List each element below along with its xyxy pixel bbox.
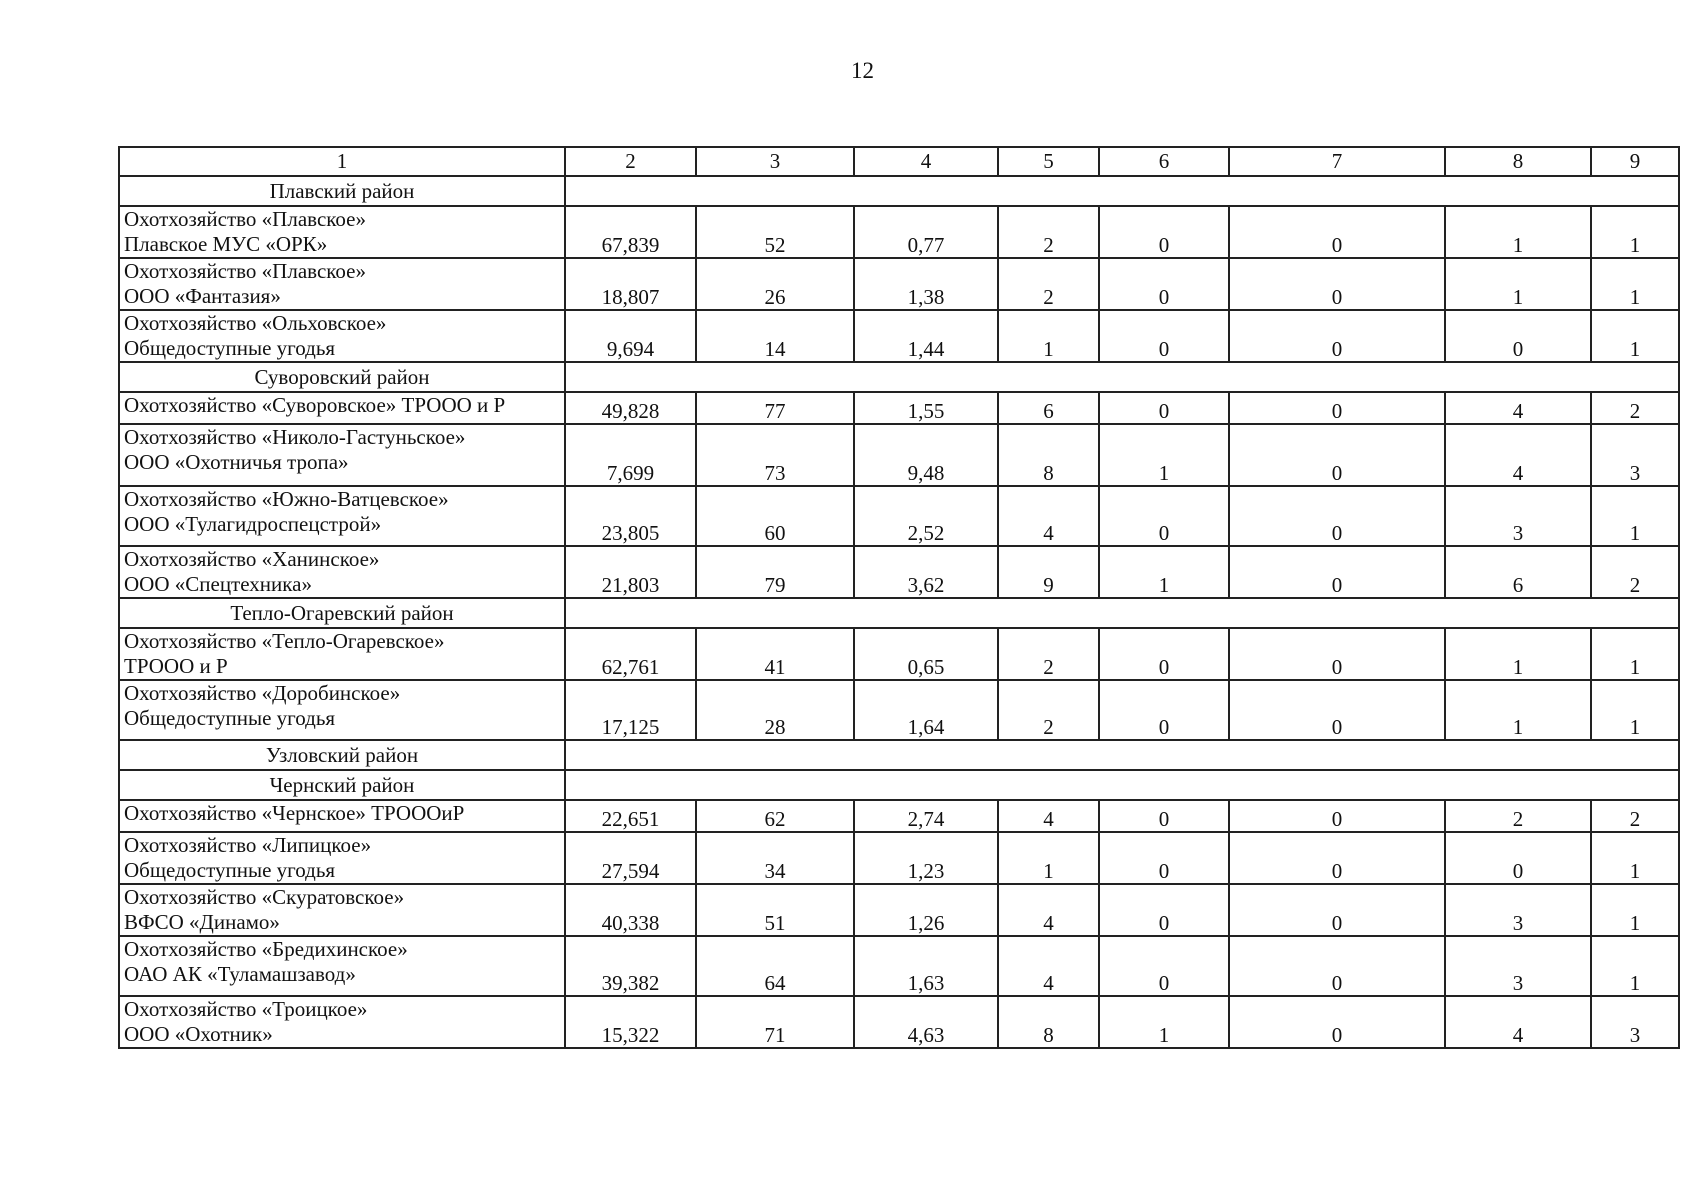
table-row bbox=[119, 546, 1679, 598]
name-line-2: ООО «Охотничья тропа» bbox=[124, 450, 349, 474]
value-cell: 0 bbox=[1229, 680, 1445, 740]
district-name: Тепло-Огаревский район bbox=[119, 598, 565, 628]
hunting-ground-name bbox=[119, 424, 565, 486]
value-cell: 3 bbox=[1591, 996, 1679, 1048]
value-cell: 2 bbox=[998, 628, 1099, 680]
name-line-1: Охотхозяйство «Липицкое» bbox=[124, 833, 372, 857]
value-cell: 3,62 bbox=[854, 546, 998, 598]
value-cell: 1 bbox=[1445, 206, 1591, 258]
value-cell: 23,805 bbox=[565, 486, 696, 546]
value-cell: 4 bbox=[998, 800, 1099, 832]
value-cell: 1 bbox=[1591, 486, 1679, 546]
column-number: 3 bbox=[696, 147, 854, 176]
value-cell: 0 bbox=[1229, 800, 1445, 832]
table-row bbox=[119, 258, 1679, 310]
value-cell: 0,77 bbox=[854, 206, 998, 258]
hunting-ground-name bbox=[119, 936, 565, 996]
name-line-1: Охотхозяйство «Ольховское» bbox=[124, 311, 387, 335]
value-cell: 0 bbox=[1229, 884, 1445, 936]
value-cell: 4 bbox=[998, 884, 1099, 936]
value-cell: 0,65 bbox=[854, 628, 998, 680]
hunting-ground-name bbox=[119, 392, 565, 424]
value-cell: 1,38 bbox=[854, 258, 998, 310]
name-line-1: Охотхозяйство «Суворовское» ТРООО и Р bbox=[124, 393, 506, 417]
value-cell: 64 bbox=[696, 936, 854, 996]
table-row bbox=[119, 424, 1679, 486]
value-cell: 2 bbox=[998, 206, 1099, 258]
column-number: 9 bbox=[1591, 147, 1679, 176]
value-cell: 4 bbox=[998, 936, 1099, 996]
value-cell: 1 bbox=[1445, 628, 1591, 680]
value-cell: 2 bbox=[998, 258, 1099, 310]
value-cell: 3 bbox=[1445, 486, 1591, 546]
value-cell: 1,23 bbox=[854, 832, 998, 884]
value-cell: 0 bbox=[1229, 832, 1445, 884]
name-line-1: Охотхозяйство «Чернское» ТРОООиР bbox=[124, 801, 465, 825]
name-line-1: Охотхозяйство «Бредихинское» bbox=[124, 937, 408, 961]
value-cell: 2 bbox=[998, 680, 1099, 740]
value-cell: 34 bbox=[696, 832, 854, 884]
district-row bbox=[119, 770, 1679, 800]
table-row bbox=[119, 680, 1679, 740]
district-name: Суворовский район bbox=[119, 362, 565, 392]
hunting-ground-name bbox=[119, 258, 565, 310]
value-cell: 0 bbox=[1445, 310, 1591, 362]
value-cell: 49,828 bbox=[565, 392, 696, 424]
name-line-2: ООО «Фантазия» bbox=[124, 284, 281, 308]
value-cell: 0 bbox=[1229, 424, 1445, 486]
district-row bbox=[119, 176, 1679, 206]
name-line-2: ООО «Охотник» bbox=[124, 1022, 273, 1046]
column-number: 8 bbox=[1445, 147, 1591, 176]
district-empty-cell bbox=[565, 598, 1679, 628]
value-cell: 15,322 bbox=[565, 996, 696, 1048]
hunting-ground-name bbox=[119, 206, 565, 258]
value-cell: 52 bbox=[696, 206, 854, 258]
value-cell: 0 bbox=[1099, 884, 1229, 936]
hunting-ground-name bbox=[119, 486, 565, 546]
value-cell: 7,699 bbox=[565, 424, 696, 486]
district-row bbox=[119, 362, 1679, 392]
name-line-1: Охотхозяйство «Южно-Ватцевское» bbox=[124, 487, 449, 511]
value-cell: 2 bbox=[1445, 800, 1591, 832]
table-row bbox=[119, 206, 1679, 258]
column-number-row bbox=[119, 147, 1679, 176]
name-line-1: Охотхозяйство «Николо-Гастуньское» bbox=[124, 425, 466, 449]
hunting-ground-name bbox=[119, 800, 565, 832]
name-line-1: Охотхозяйство «Скуратовское» bbox=[124, 885, 405, 909]
value-cell: 3 bbox=[1445, 936, 1591, 996]
value-cell: 0 bbox=[1099, 800, 1229, 832]
value-cell: 0 bbox=[1229, 258, 1445, 310]
district-name: Чернский район bbox=[119, 770, 565, 800]
name-line-2: ВФСО «Динамо» bbox=[124, 910, 280, 934]
value-cell: 1 bbox=[998, 832, 1099, 884]
value-cell: 71 bbox=[696, 996, 854, 1048]
value-cell: 4 bbox=[1445, 996, 1591, 1048]
column-number: 1 bbox=[119, 147, 565, 176]
value-cell: 1 bbox=[1591, 628, 1679, 680]
name-line-2: ООО «Спецтехника» bbox=[124, 572, 312, 596]
value-cell: 0 bbox=[1099, 680, 1229, 740]
value-cell: 14 bbox=[696, 310, 854, 362]
value-cell: 6 bbox=[1445, 546, 1591, 598]
table-row bbox=[119, 884, 1679, 936]
value-cell: 1 bbox=[1591, 832, 1679, 884]
table-row bbox=[119, 800, 1679, 832]
value-cell: 1 bbox=[1591, 936, 1679, 996]
name-line-2: Плавское МУС «ОРК» bbox=[124, 232, 328, 256]
value-cell: 9,48 bbox=[854, 424, 998, 486]
name-line-1: Охотхозяйство «Плавское» bbox=[124, 259, 366, 283]
table-row bbox=[119, 996, 1679, 1048]
value-cell: 0 bbox=[1099, 936, 1229, 996]
value-cell: 0 bbox=[1229, 546, 1445, 598]
value-cell: 4 bbox=[1445, 392, 1591, 424]
district-name: Узловский район bbox=[119, 740, 565, 770]
value-cell: 0 bbox=[1229, 206, 1445, 258]
value-cell: 27,594 bbox=[565, 832, 696, 884]
value-cell: 28 bbox=[696, 680, 854, 740]
name-line-1: Охотхозяйство «Ханинское» bbox=[124, 547, 380, 571]
value-cell: 1 bbox=[1099, 546, 1229, 598]
table-row bbox=[119, 392, 1679, 424]
value-cell: 0 bbox=[1229, 936, 1445, 996]
column-number: 6 bbox=[1099, 147, 1229, 176]
value-cell: 51 bbox=[696, 884, 854, 936]
value-cell: 1,44 bbox=[854, 310, 998, 362]
district-name: Плавский район bbox=[119, 176, 565, 206]
value-cell: 26 bbox=[696, 258, 854, 310]
value-cell: 0 bbox=[1229, 628, 1445, 680]
column-number: 5 bbox=[998, 147, 1099, 176]
value-cell: 0 bbox=[1099, 310, 1229, 362]
name-line-1: Охотхозяйство «Доробинское» bbox=[124, 681, 401, 705]
value-cell: 4 bbox=[1445, 424, 1591, 486]
name-line-2: Общедоступные угодья bbox=[124, 336, 336, 360]
hunting-ground-name bbox=[119, 310, 565, 362]
value-cell: 39,382 bbox=[565, 936, 696, 996]
value-cell: 8 bbox=[998, 424, 1099, 486]
value-cell: 4 bbox=[998, 486, 1099, 546]
value-cell: 77 bbox=[696, 392, 854, 424]
value-cell: 2,52 bbox=[854, 486, 998, 546]
value-cell: 41 bbox=[696, 628, 854, 680]
district-row bbox=[119, 598, 1679, 628]
district-row bbox=[119, 740, 1679, 770]
value-cell: 1,63 bbox=[854, 936, 998, 996]
value-cell: 0 bbox=[1099, 486, 1229, 546]
table-body bbox=[119, 147, 1679, 1048]
value-cell: 1 bbox=[1445, 258, 1591, 310]
value-cell: 3 bbox=[1445, 884, 1591, 936]
value-cell: 1,55 bbox=[854, 392, 998, 424]
value-cell: 17,125 bbox=[565, 680, 696, 740]
value-cell: 62,761 bbox=[565, 628, 696, 680]
value-cell: 0 bbox=[1099, 832, 1229, 884]
table-row bbox=[119, 628, 1679, 680]
name-line-2: ТРООО и Р bbox=[124, 654, 228, 678]
value-cell: 79 bbox=[696, 546, 854, 598]
hunting-ground-name bbox=[119, 680, 565, 740]
value-cell: 3 bbox=[1591, 424, 1679, 486]
column-number: 4 bbox=[854, 147, 998, 176]
value-cell: 2 bbox=[1591, 546, 1679, 598]
value-cell: 18,807 bbox=[565, 258, 696, 310]
value-cell: 40,338 bbox=[565, 884, 696, 936]
hunting-ground-name bbox=[119, 996, 565, 1048]
district-empty-cell bbox=[565, 770, 1679, 800]
value-cell: 6 bbox=[998, 392, 1099, 424]
value-cell: 0 bbox=[1099, 628, 1229, 680]
name-line-2: Общедоступные угодья bbox=[124, 858, 336, 882]
data-table bbox=[118, 146, 1680, 1049]
value-cell: 22,651 bbox=[565, 800, 696, 832]
value-cell: 1 bbox=[1099, 996, 1229, 1048]
name-line-2: ОАО АК «Туламашзавод» bbox=[124, 962, 356, 986]
page-number: 12 bbox=[851, 58, 874, 83]
value-cell: 1 bbox=[1591, 680, 1679, 740]
value-cell: 1 bbox=[1591, 258, 1679, 310]
value-cell: 1 bbox=[1591, 310, 1679, 362]
value-cell: 2,74 bbox=[854, 800, 998, 832]
column-number: 2 bbox=[565, 147, 696, 176]
value-cell: 0 bbox=[1229, 486, 1445, 546]
hunting-ground-name bbox=[119, 884, 565, 936]
district-empty-cell bbox=[565, 740, 1679, 770]
hunting-ground-name bbox=[119, 628, 565, 680]
name-line-1: Охотхозяйство «Плавское» bbox=[124, 207, 366, 231]
value-cell: 21,803 bbox=[565, 546, 696, 598]
table-row bbox=[119, 832, 1679, 884]
value-cell: 1 bbox=[1445, 680, 1591, 740]
value-cell: 62 bbox=[696, 800, 854, 832]
name-line-1: Охотхозяйство «Троицкое» bbox=[124, 997, 368, 1021]
name-line-2: Общедоступные угодья bbox=[124, 706, 336, 730]
value-cell: 0 bbox=[1229, 392, 1445, 424]
name-line-2: ООО «Тулагидроспецстрой» bbox=[124, 512, 382, 536]
value-cell: 0 bbox=[1229, 310, 1445, 362]
value-cell: 9 bbox=[998, 546, 1099, 598]
value-cell: 0 bbox=[1099, 258, 1229, 310]
value-cell: 60 bbox=[696, 486, 854, 546]
value-cell: 67,839 bbox=[565, 206, 696, 258]
value-cell: 0 bbox=[1229, 996, 1445, 1048]
value-cell: 0 bbox=[1099, 392, 1229, 424]
value-cell: 1 bbox=[1591, 884, 1679, 936]
name-line-1: Охотхозяйство «Тепло-Огаревское» bbox=[124, 629, 445, 653]
value-cell: 0 bbox=[1445, 832, 1591, 884]
value-cell: 1,26 bbox=[854, 884, 998, 936]
district-empty-cell bbox=[565, 362, 1679, 392]
value-cell: 2 bbox=[1591, 392, 1679, 424]
hunting-ground-name bbox=[119, 546, 565, 598]
value-cell: 8 bbox=[998, 996, 1099, 1048]
hunting-ground-name bbox=[119, 832, 565, 884]
value-cell: 4,63 bbox=[854, 996, 998, 1048]
value-cell: 1 bbox=[1591, 206, 1679, 258]
table-row bbox=[119, 310, 1679, 362]
value-cell: 2 bbox=[1591, 800, 1679, 832]
table-row bbox=[119, 486, 1679, 546]
table-row bbox=[119, 936, 1679, 996]
value-cell: 73 bbox=[696, 424, 854, 486]
value-cell: 1,64 bbox=[854, 680, 998, 740]
value-cell: 1 bbox=[998, 310, 1099, 362]
column-number: 7 bbox=[1229, 147, 1445, 176]
value-cell: 9,694 bbox=[565, 310, 696, 362]
value-cell: 0 bbox=[1099, 206, 1229, 258]
value-cell: 1 bbox=[1099, 424, 1229, 486]
district-empty-cell bbox=[565, 176, 1679, 206]
